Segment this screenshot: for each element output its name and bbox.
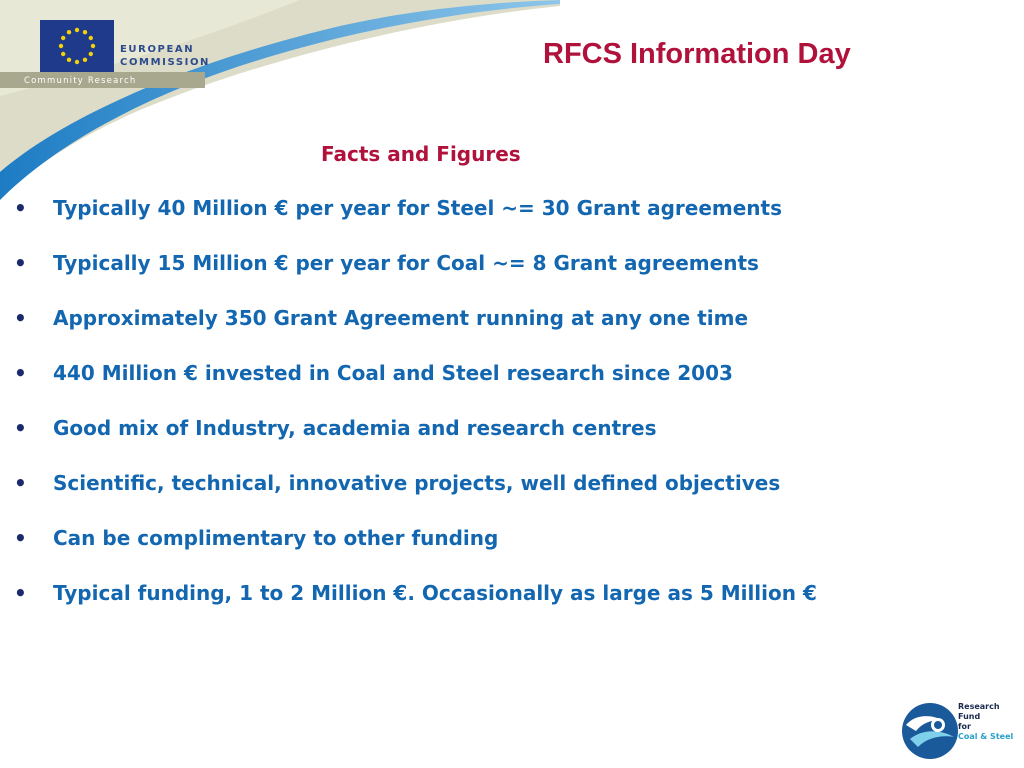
bullet-icon: • [14,306,27,330]
list-item [14,306,1004,361]
eu-flag-icon [40,20,114,72]
list-item [14,471,1004,526]
rfcs-line-2 [958,722,1024,742]
list-item-text: 440 Million € invested in Coal and Steel research since 2003 [53,361,733,385]
bullet-icon: • [14,251,27,275]
bullet-icon: • [14,361,27,385]
list-item-text: Scientific, technical, innovative projects, well defined objectives [53,471,781,495]
european-commission-wordmark [120,43,210,69]
list-item [14,581,1004,636]
commission-line-2: COMMISSION [120,57,211,68]
rfcs-for-label: for [958,722,971,731]
community-research-label: Community Research [24,76,137,86]
list-item [14,416,1004,471]
bullet-icon: • [14,526,27,550]
list-item-text: Approximately 350 Grant Agreement running at any one time [53,306,749,330]
list-item [14,251,1004,306]
list-item-text: Typically 40 Million € per year for Steel ~= 30 Grant agreements [53,196,783,220]
rfcs-coal-steel-label: Coal & Steel [958,732,1014,741]
rfcs-wordmark [958,702,1024,742]
list-item [14,526,1004,581]
list-item-text: Typically 15 Million € per year for Coal ~= 8 Grant agreements [53,251,759,275]
bullet-icon: • [14,196,27,220]
list-item-text: Typical funding, 1 to 2 Million €. Occasionally as large as 5 Million € [53,581,817,605]
list-item-text: Good mix of Industry, academia and research centres [53,416,657,440]
bullet-icon: • [14,581,27,605]
bullet-icon: • [14,471,27,495]
section-heading: Facts and Figures [321,142,521,166]
list-item-text: Can be complimentary to other funding [53,526,499,550]
facts-list [14,196,1004,636]
rfcs-line-1: Research Fund [958,702,1000,721]
bullet-icon: • [14,416,27,440]
list-item [14,196,1004,251]
list-item [14,361,1004,416]
commission-line-1: EUROPEAN [120,44,195,55]
slide-title: RFCS Information Day [543,38,851,70]
